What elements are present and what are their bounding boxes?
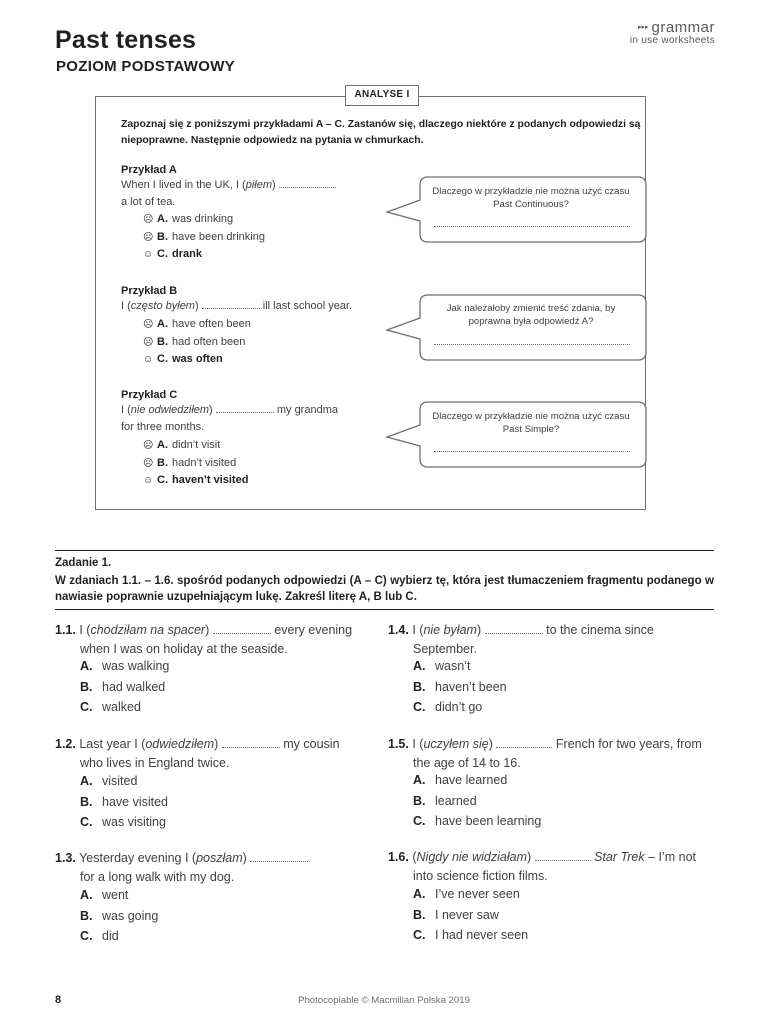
bubble-question-c: Dlaczego w przykładzie nie można użyć czasu Past Simple?: [432, 411, 630, 435]
answer-option[interactable]: B. was going: [80, 908, 159, 923]
task-instruction: W zdaniach 1.1. – 1.6. spośród podanych odpowiedzi (A – C) wybierz tę, która jest tłumaczeniem fragmentu podanego w nawiasie poprawnie uzupełniającym lukę. Zakreśl literę A, B lub C.: [55, 575, 714, 603]
answer-option[interactable]: B. learned: [413, 793, 477, 808]
example-a-options: [143, 213, 265, 266]
smiley-face-icon: ☺: [143, 249, 154, 260]
divider: [55, 609, 714, 610]
page-subtitle: POZIOM PODSTAWOWY: [56, 58, 235, 75]
answer-option[interactable]: A. visited: [80, 774, 138, 788]
arrows-icon: ▸▸▸: [637, 24, 649, 31]
answer-option[interactable]: B. haven’t been: [413, 679, 507, 694]
answer-option[interactable]: B. I never saw: [413, 907, 499, 922]
option: ☹ A. have often been: [143, 318, 251, 330]
answer-gap: [213, 624, 271, 634]
question-1-6-options: [413, 887, 528, 949]
answer-gap: [535, 851, 591, 861]
bubble-question-a: Dlaczego w przykładzie nie można użyć czasu Past Continuous?: [432, 186, 630, 210]
smiley-face-icon: ☺: [143, 354, 154, 365]
question-1-5-options: [413, 773, 541, 835]
question-1-3-options: [80, 888, 158, 950]
answer-option[interactable]: A. I’ve never seen: [413, 887, 520, 901]
question-1-1-options: [80, 659, 169, 721]
bubble-question-b: Jak należałoby zmienić treść zdania, by poprawna była odpowiedź A?: [446, 303, 616, 327]
question-1-4: 1.4. I (nie byłam) to the cinema since September.: [388, 623, 654, 656]
answer-gap: [222, 738, 280, 748]
example-sentence: When I lived in the UK, I (piłem): [121, 177, 371, 194]
option: ☹ A. was drinking: [143, 213, 234, 225]
example-b-options: [143, 318, 251, 371]
answer-option[interactable]: A. wasn’t: [413, 659, 471, 673]
question-1-5: 1.5. I (uczyłem się) French for two years, from the age of 14 to 16.: [388, 737, 702, 770]
sad-face-icon: ☹: [143, 336, 154, 348]
answer-gap: [485, 624, 543, 634]
answer-gap: [250, 852, 308, 862]
answer-option[interactable]: A. have learned: [413, 773, 508, 787]
option: ☹ B. hadn’t visited: [143, 456, 237, 469]
option-correct: ☺ C. drank: [143, 248, 202, 260]
question-1-6: 1.6. (Nigdy nie widziałam) Star Trek – I’m not into science fiction films.: [388, 850, 697, 883]
answer-option[interactable]: B. have visited: [80, 794, 169, 809]
answer-option[interactable]: C. I had never seen: [413, 928, 529, 942]
example-title: Przykład C: [121, 389, 178, 401]
answer-option[interactable]: A. went: [80, 888, 129, 902]
example-b: [121, 285, 371, 315]
answer-option[interactable]: C. walked: [80, 700, 141, 714]
answer-gap: [279, 179, 336, 188]
option-correct: ☺ C. haven’t visited: [143, 474, 249, 486]
sad-face-icon: ☹: [143, 231, 154, 243]
answer-option[interactable]: C. was visiting: [80, 815, 166, 829]
divider: [55, 550, 714, 551]
answer-option[interactable]: C. didn’t go: [413, 700, 483, 714]
answer-option[interactable]: A. was walking: [80, 659, 170, 673]
example-c-options: [143, 439, 248, 492]
smiley-face-icon: ☺: [143, 475, 154, 486]
page-title: Past tenses: [55, 26, 197, 54]
answer-gap: [202, 300, 260, 309]
example-title: Przykład A: [121, 164, 177, 176]
bubble-answer-line: [434, 344, 630, 345]
example-title: Przykład B: [121, 285, 178, 297]
option-correct: ☺ C. was often: [143, 353, 223, 365]
answer-option[interactable]: C. have been learning: [413, 814, 542, 828]
sad-face-icon: ☹: [143, 457, 154, 469]
question-1-2-options: [80, 774, 168, 836]
sad-face-icon: ☹: [143, 214, 154, 225]
option: ☹ A. didn’t visit: [143, 439, 221, 451]
page-number: 8: [55, 994, 62, 1006]
brand-tagline: in use worksheets: [629, 35, 715, 46]
answer-option[interactable]: C. did: [80, 929, 119, 943]
question-1-1: 1.1. I (chodziłam na spacer) every evening when I was on holiday at the seaside.: [55, 623, 353, 656]
example-sentence: I (nie odwiedziłem) my grandma: [121, 404, 338, 416]
task-title: Zadanie 1.: [55, 557, 112, 569]
option: ☹ B. had often been: [143, 335, 246, 348]
answer-option[interactable]: B. had walked: [80, 679, 166, 694]
brand-logo: [630, 20, 715, 46]
sad-face-icon: ☹: [143, 319, 154, 330]
footer-copyright: Photocopiable © Macmillan Polska 2019: [298, 995, 470, 1006]
example-a: Przykład A When I lived in the UK, I (piłem) a lot of tea.: [121, 164, 371, 210]
option: ☹ B. have been drinking: [143, 230, 265, 243]
bubble-answer-line: [434, 451, 630, 452]
answer-gap: [216, 404, 274, 413]
analyse-instruction: Zapoznaj się z poniższymi przykładami A – C. Zastanów się, dlaczego niektóre z podanych odpowiedzi są niepoprawne. Następnie odpowiedz na pytania w chmurkach.: [121, 119, 641, 146]
sad-face-icon: ☹: [143, 440, 154, 451]
analyse-tag: ANALYSE I: [345, 85, 419, 106]
question-1-3: 1.3. Yesterday evening I (poszłam) for a long walk with my dog.: [55, 849, 375, 886]
answer-gap: [496, 738, 552, 748]
example-sentence: I (często byłem) ill last school year.: [121, 300, 353, 312]
brand-name: grammar: [651, 19, 715, 36]
bubble-answer-line: [434, 226, 630, 227]
question-1-4-options: [413, 659, 507, 721]
question-1-2: 1.2. Last year I (odwiedziłem) my cousin who lives in England twice.: [55, 737, 340, 770]
example-c: Przykład C I (nie odwiedziłem) my grandma for three months.: [121, 389, 371, 435]
